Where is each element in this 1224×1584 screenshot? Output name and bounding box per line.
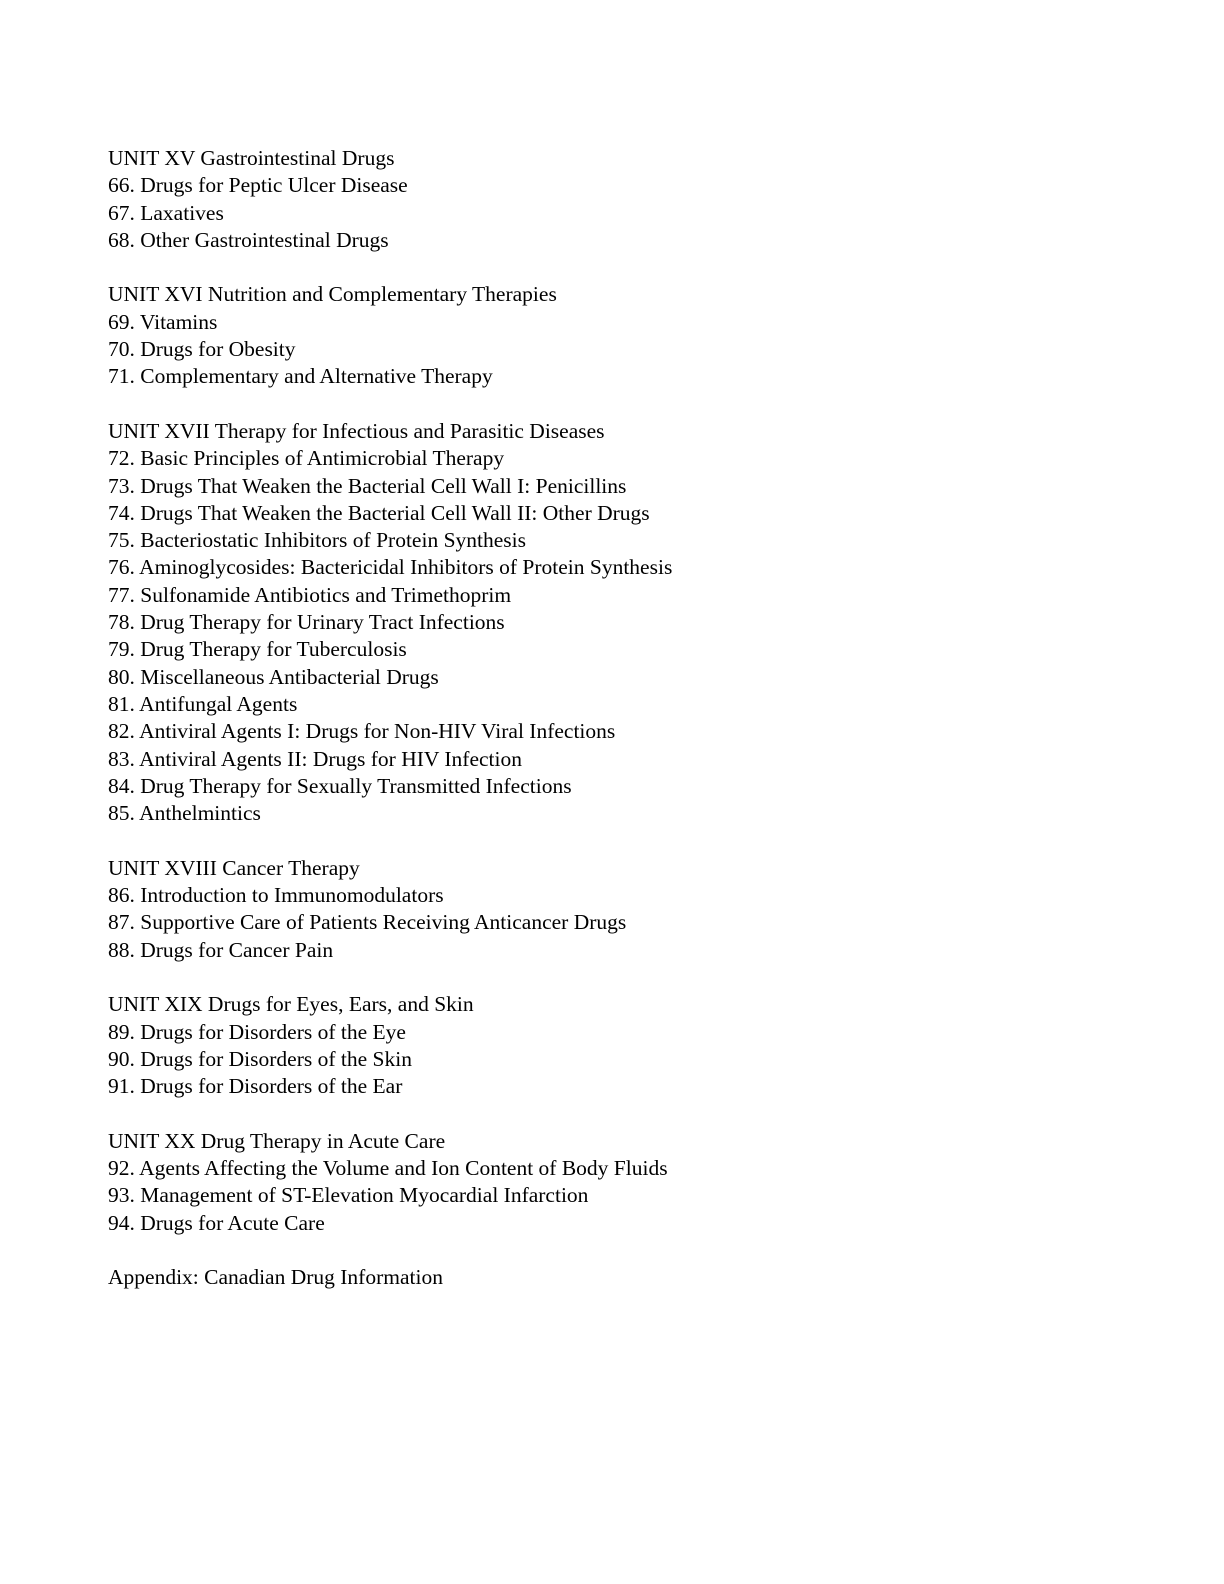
chapter-item: 88. Drugs for Cancer Pain (108, 937, 334, 962)
chapter-item: 79. Drug Therapy for Tuberculosis (108, 637, 407, 662)
chapter-item: 89. Drugs for Disorders of the Eye (108, 1019, 406, 1044)
chapter-item: 81. Antifungal Agents (108, 691, 298, 716)
chapter-item: 67. Laxatives (108, 200, 224, 225)
unit-xv-section (108, 145, 1108, 254)
chapter-item: 94. Drugs for Acute Care (108, 1210, 325, 1235)
unit-title: UNIT XVIII Cancer Therapy (108, 855, 360, 880)
chapter-item: 75. Bacteriostatic Inhibitors of Protein Synthesis (108, 528, 527, 553)
chapter-item: 77. Sulfonamide Antibiotics and Trimethoprim (108, 582, 512, 607)
chapter-item: 82. Antiviral Agents I: Drugs for Non-HIV Viral Infections (108, 719, 616, 744)
chapter-item: 78. Drug Therapy for Urinary Tract Infections (108, 610, 505, 635)
unit-title: UNIT XIX Drugs for Eyes, Ears, and Skin (108, 992, 474, 1017)
chapter-item: 86. Introduction to Immunomodulators (108, 883, 444, 908)
chapter-item: 85. Anthelmintics (108, 801, 261, 826)
unit-xviii-section (108, 855, 1108, 964)
chapter-item: 93. Management of ST-Elevation Myocardial Infarction (108, 1183, 589, 1208)
unit-title: UNIT XV Gastrointestinal Drugs (108, 146, 395, 170)
unit-xix-section (108, 991, 1108, 1100)
chapter-item: 72. Basic Principles of Antimicrobial Therapy (108, 446, 505, 471)
chapter-item: 90. Drugs for Disorders of the Skin (108, 1046, 412, 1071)
chapter-item: 91. Drugs for Disorders of the Ear (108, 1074, 403, 1099)
chapter-item: 74. Drugs That Weaken the Bacterial Cell Wall II: Other Drugs (108, 500, 650, 525)
chapter-item: 70. Drugs for Obesity (108, 337, 296, 362)
chapter-item: 87. Supportive Care of Patients Receiving Anticancer Drugs (108, 910, 627, 935)
chapter-item: 76. Aminoglycosides: Bactericidal Inhibitors of Protein Synthesis (108, 555, 673, 580)
unit-xx-section (108, 1128, 1108, 1237)
appendix-entry: Appendix: Canadian Drug Information (108, 1265, 443, 1290)
unit-title: UNIT XVI Nutrition and Complementary Therapies (108, 282, 557, 307)
chapter-item: 66. Drugs for Peptic Ulcer Disease (108, 173, 408, 198)
chapter-item: 83. Antiviral Agents II: Drugs for HIV Infection (108, 746, 523, 771)
chapter-item: 71. Complementary and Alternative Therapy (108, 364, 493, 389)
chapter-item: 92. Agents Affecting the Volume and Ion Content of Body Fluids (108, 1155, 668, 1180)
chapter-item: 84. Drug Therapy for Sexually Transmitted Infections (108, 773, 572, 798)
chapter-item: 69. Vitamins (108, 309, 218, 334)
unit-title: UNIT XVII Therapy for Infectious and Parasitic Diseases (108, 418, 605, 443)
unit-xvii-section (108, 418, 1108, 827)
chapter-item: 73. Drugs That Weaken the Bacterial Cell Wall I: Penicillins (108, 473, 627, 498)
chapter-item: 80. Miscellaneous Antibacterial Drugs (108, 664, 439, 689)
table-of-contents (108, 145, 1108, 1291)
unit-title: UNIT XX Drug Therapy in Acute Care (108, 1128, 446, 1153)
unit-xvi-section (108, 281, 1108, 390)
chapter-item: 68. Other Gastrointestinal Drugs (108, 227, 389, 252)
